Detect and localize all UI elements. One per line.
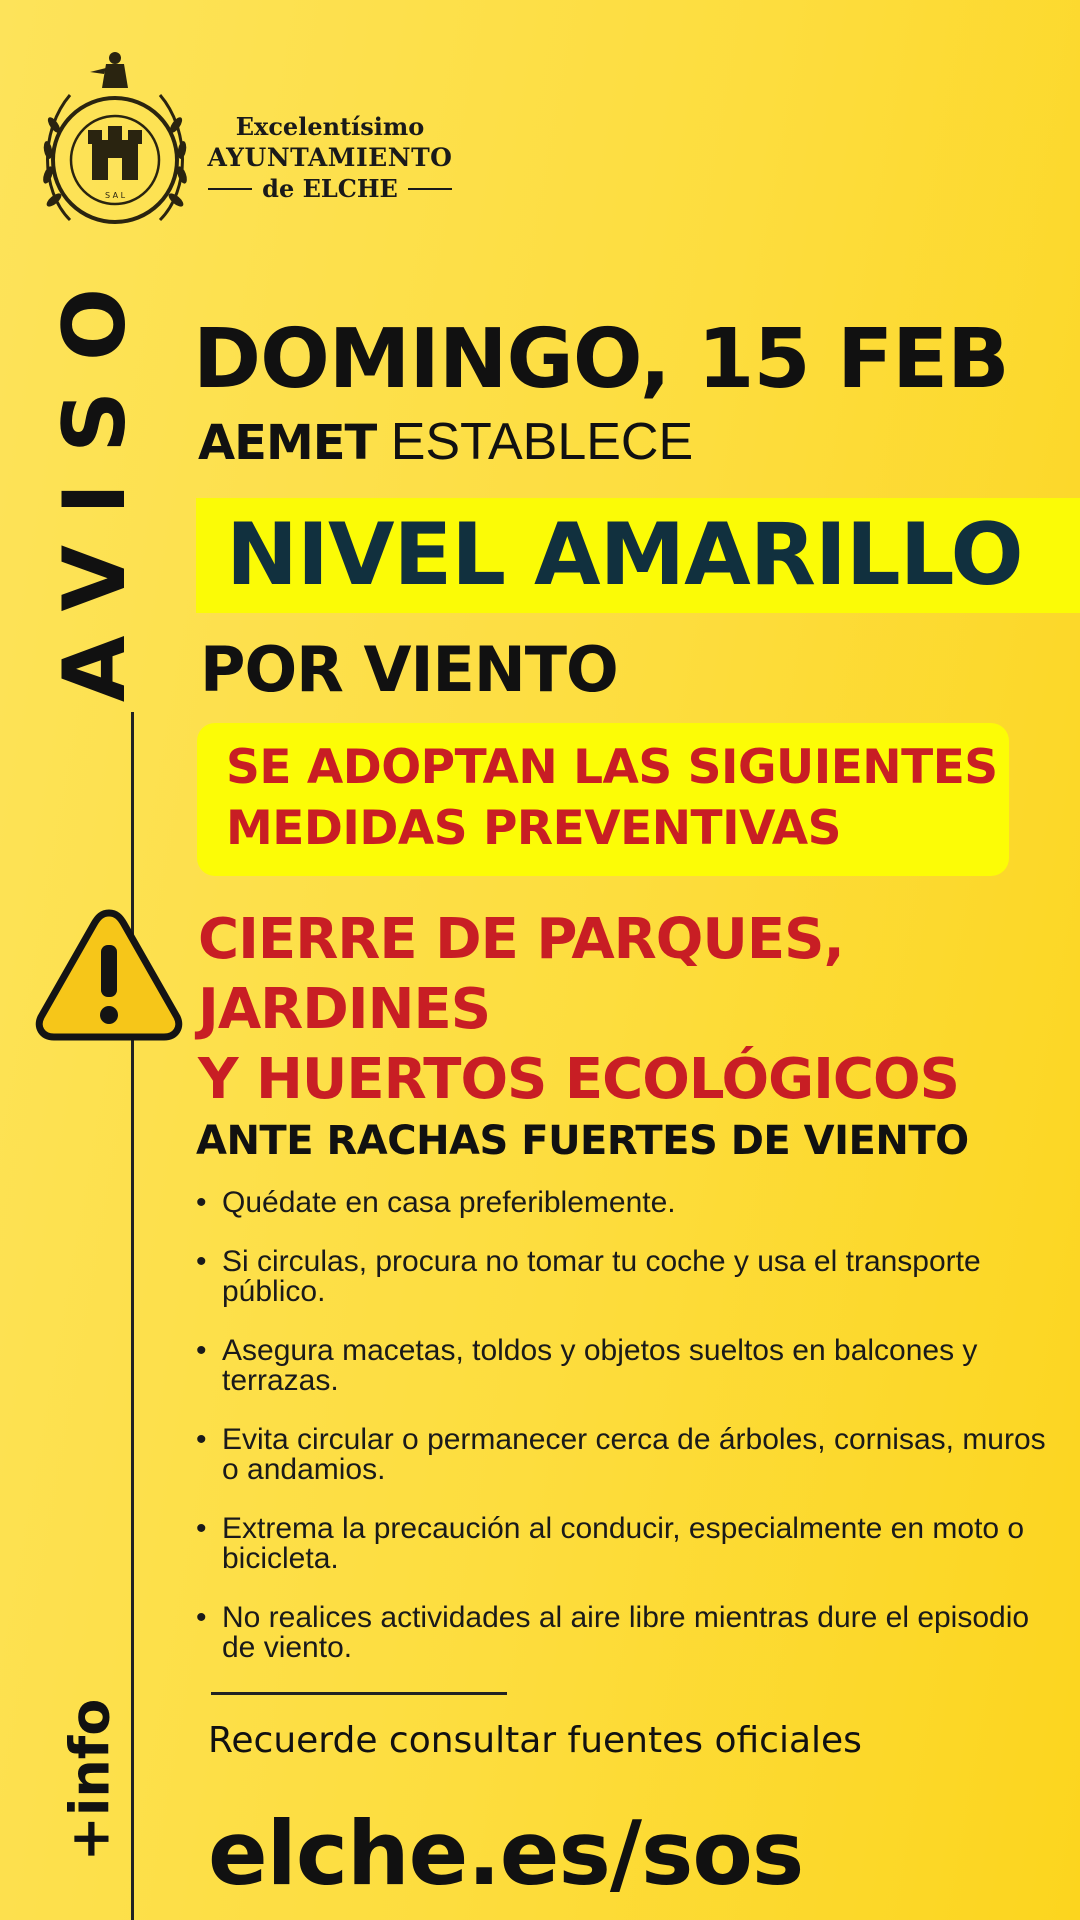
org-line-2: AYUNTAMIENTO: [207, 143, 453, 172]
advice-list: [196, 1188, 1056, 1692]
alert-date: DOMINGO, 15 FEB: [193, 312, 1009, 407]
list-item: • Evita circular o permanecer cerca de árboles, cornisas, muros o andamios.: [196, 1425, 1056, 1485]
agency-name: AEMET: [198, 415, 377, 471]
list-item: • Si circulas, procura no tomar tu coche y usa el transporte público.: [196, 1247, 1056, 1307]
agency-line: [198, 412, 693, 472]
footer-divider: [211, 1692, 507, 1695]
alert-cause: POR VIENTO: [200, 633, 618, 706]
org-line-3-text: de ELCHE: [262, 174, 398, 203]
aviso-text: AVISO: [45, 257, 145, 703]
org-line-3: [200, 174, 460, 204]
alert-level: NIVEL AMARILLO: [226, 505, 1023, 605]
divider-right: [408, 188, 452, 190]
more-info-text: +info: [58, 1698, 122, 1862]
warning-triangle-icon: [34, 905, 184, 1043]
info-url[interactable]: elche.es/sos: [208, 1802, 804, 1905]
org-line-1: Excelentísimo: [235, 112, 425, 141]
organization-name: [200, 112, 460, 204]
city-seal-logo: [40, 50, 190, 240]
svg-text:S A L: S A L: [104, 191, 126, 200]
list-item: • Extrema la precaución al conducir, especialmente en moto o bicicleta.: [196, 1514, 1056, 1574]
closure-line-2: Y HUERTOS ECOLÓGICOS: [198, 1047, 959, 1112]
more-info-vertical-label: [40, 1690, 140, 1870]
closure-line-1: CIERRE DE PARQUES, JARDINES: [198, 907, 844, 1042]
list-item: • Quédate en casa preferiblemente.: [196, 1188, 1056, 1218]
measures-line-2: MEDIDAS PREVENTIVAS: [226, 801, 841, 856]
list-item: • Asegura macetas, toldos y objetos sueltos en balcones y terrazas.: [196, 1336, 1056, 1396]
agency-verb: ESTABLECE: [390, 413, 694, 471]
closure-notice: [198, 905, 1068, 1115]
measures-heading: [226, 737, 1006, 859]
measures-line-1: SE ADOPTAN LAS SIGUIENTES: [226, 740, 998, 795]
divider-left: [208, 188, 252, 190]
advice-heading: ANTE RACHAS FUERTES DE VIENTO: [196, 1118, 969, 1164]
official-sources-reminder: Recuerde consultar fuentes oficiales: [208, 1720, 862, 1761]
list-item: • No realices actividades al aire libre mientras dure el episodio de viento.: [196, 1603, 1056, 1663]
aviso-vertical-label: [40, 257, 150, 703]
